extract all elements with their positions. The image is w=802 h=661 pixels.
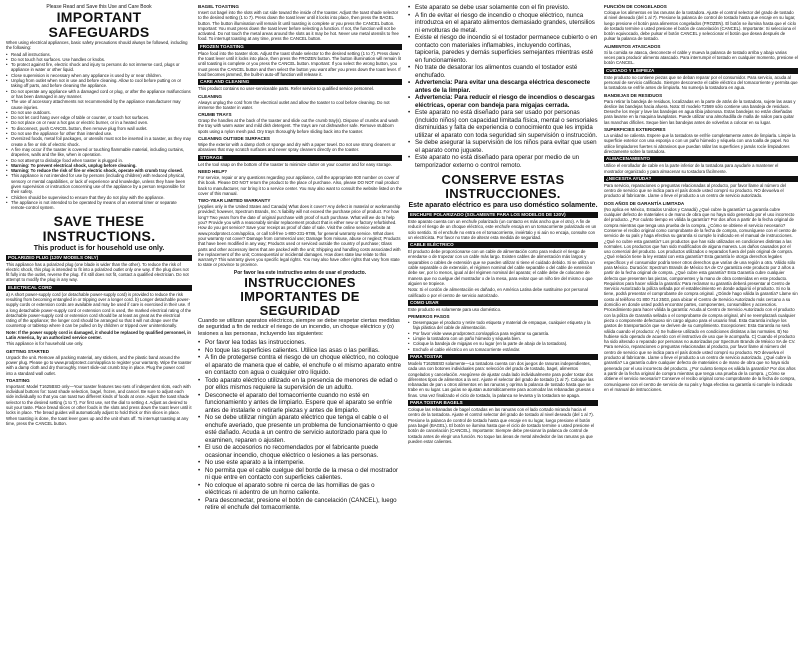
list-item: • Unplug from outlet when not in use and before cleaning. Allow to cool before putting on or taking off parts, and before cleaning the appliance. (6, 78, 192, 89)
section-text: Para servicio, reparaciones o preguntas relacionadas al producto, por favor llame al número del centro de servicio que se indica para el país donde usted compró su producto. NO devuelva el producto al fabricante. Llame o lleve el producto a un centro de servicio autorizado. (604, 182, 787, 199)
list-item: • Este aparato se debe usar solamente con el fin previsto. (408, 4, 598, 12)
safeguards-intro: When using electrical appliances, basic safety precautions should always be followed, including the following: (6, 40, 188, 51)
list-item: • Enchufe el cable eléctrico en un tomacorriente estándar. (408, 347, 598, 352)
spanish-save-subtitle: Este aparato eléctrico es para uso doméstico solamente. (408, 202, 598, 209)
safeguards-title: IMPORTANT SAFEGUARDS (48, 9, 150, 40)
section-heading: NEED HELP? (198, 168, 228, 174)
list-item: • Limpie la tostadora con un paño húmedo y séquela bien. (408, 336, 598, 341)
section-text: Always unplug the cord from the electrical outlet and allow the toaster to cool before cleaning. Do not immerse the toaster in water. (198, 99, 390, 110)
list-item: • Do not use outdoors. (6, 110, 192, 115)
list-item: • Oversized foods, metal foil packages, or utensils must not be inserted in a toaster, as they may create a fire or risk of electric shock. (6, 136, 192, 147)
list-item: • Read all instructions. (6, 52, 192, 57)
spanish-safeguards-title: INSTRUCCIONES IMPORTANTES DE SEGURIDAD (240, 274, 360, 318)
column-spanish-usage (604, 4, 798, 658)
spanish-save-title: CONSERVE ESTAS INSTRUCCIONES. (441, 172, 565, 201)
column-english-usage (198, 4, 402, 658)
section-heading: SUPERFICIES EXTERIORES (604, 127, 666, 133)
section-heading: PARA TOSTAR BAGELS (408, 400, 598, 406)
list-item: • Advertencia: Para reducir el riesgo de incendios o descargas eléctricas, operar con bandeja para migajas cerrada. (408, 94, 598, 109)
section-text: Let the tool snap on the bottom of the toaster to minimize clutter on your counter and for easy storage. (198, 161, 392, 167)
list-item: • This appliance is not intended for use by persons (including children) with reduced physical, sensory or mental capabilities, or lack of experience and knowledge, unless they have been given supervision or instruction concerning use of the appliance by a person responsible for their safety. (6, 173, 192, 194)
list-item: • To protect against fire, electric shock and injury to persons do not immerse cord, plugs or appliance in water or other liquid. (6, 62, 192, 73)
section-heading: CLEANING OUTSIDE SURFACES (198, 136, 270, 142)
list-item: • No coloque el aparato sobre ni cerca de las hornillas de gas o eléctricas ni adentro de un horno caliente. (198, 482, 402, 497)
section-text: This product contains no user-serviceable parts. Refer service to qualified service personnel. (198, 86, 375, 92)
section-heading: ALIMENTOS ATASCADOS (604, 43, 661, 49)
list-item: • No trate de desatorar los alimentos cuando el tostador esté enchufado. (408, 64, 598, 79)
section-heading: GETTING STARTED (6, 348, 50, 354)
list-item: • Este aparato no está diseñado para ser usado por personas (incluido niños) con capacidad limitada física, mental o sensoriales disminuidas y falta de experiencia o conocimiento que les impida utilizar el aparato con toda seguridad sin supervisión o instrucción. (408, 109, 598, 139)
section-heading: POLARIZED PLUG (120V MODELS ONLY) (6, 255, 192, 261)
section-heading: ALMACENAMIENTO (604, 156, 798, 162)
section-heading: PRIMEROS PASOS (408, 314, 450, 320)
save-title: SAVE THESE INSTRUCTIONS. (42, 212, 156, 244)
section-heading: CRUMB TRAYS (198, 112, 232, 118)
section-text: Si la comida se atasca, desconecte el cable y mueva la palanca de tostado arriba y abajo varias veces para producir alimento atascado. Para interrumpir el tostado en cualquier momento, presione el botón CANCEL. (604, 49, 798, 66)
section-text: Place food into the toaster slots. Adjust the toast shade selector to the desired setting (1 to 7). Press down the toast lever until it locks into place, then press the FROZEN button. The button illumination will remain lit until toasting is complete or you press the CANCEL button. Important: If you select the wrong button, you must press the CANCEL button and then select the button you want after you press down the toast lever. If food becomes jammed, the built-in auto-off function will release it. (198, 50, 401, 77)
section-text: For service, repair or any questions regarding your appliance, call the appropriate 800 number on cover of this book. Please DO NOT return the product to the place of purchase. Also, please DO NOT mail product back to manufacturer, nor bring it to a service center. You may also want to consult the website listed on the cover of this manual. (198, 174, 402, 196)
list-item: • Desempaque el producto y retire todo etiqueta y material de empaque, cualquier etiqueta y la faja plástica del cable de alimentación. (408, 320, 598, 331)
section-text: Important: Model T1625BSD only—Your toaster features two sets of independent slots, each with individual buttons for: toast shade selection, bagel, frozen, and cancel. Be sure to adjust each side individually so that you can toast two different kinds of foods at once. Adjust the toast shade selector to the desired setting (1 to 7). For first use, set the dial to setting 4. Adjust as desired to suit your taste. Place bread slices or other foods in the slots and press down the toast lever until it locks in place. The bread guides will automatically adjust to hold thick or thin slices in place. When toasting is done, the toast lever goes up and the unit shuts off. To interrupt toasting at any time, press the CANCEL button. (6, 383, 192, 426)
list-item: • Do not let cord hang over edge of table or counter, or touch hot surfaces. (6, 115, 192, 120)
section-text: Este aparato cuenta con un enchufe polarizado (un contacto es más ancho que el otro). A fin de reducir el riesgo de un choque eléctrico, este enchufe encaja en un tomacorriente polarizado en un solo sentido. Si el enchufe no entra en el tomacorriente, inviértalo y si aún no encaja, consulte con un electricista. Por favor no trate de alterar esta medida de seguridad. (408, 219, 597, 240)
section-heading: CLEANING (198, 93, 222, 99)
section-text: Este producto es solamente para uso doméstico. (408, 306, 502, 312)
list-item: • To disconnect, push CANCEL button, then remove plug from wall outlet. (6, 126, 192, 131)
section-text: a) A short power-supply cord (or detachable power-supply cord) is provided to reduce the risk resulting from becoming entangled in or tripping over a longer cord. b) Longer detachable power-supply cords or extension cords are available and may be used if care is exercised in their use. If a long detachable power-supply cord or extension cord is used, the marked electrical rating of the detachable power-supply cord or extension cord should be at least as great as the electrical rating of the appliance; the longer cord should be arranged so that it will not drape over the countertop or tabletop where it can be pulled on by children or tripped over unintentionally. (6, 291, 192, 329)
list-item: • The appliance is not intended to be operated by means of an external timer or separate remote-control system. (6, 200, 192, 211)
list-item: • Todo aparato eléctrico utilizado en la presencia de menores de edad o por ellos mismos requiere la supervisión de un adulto. (198, 377, 402, 392)
section-heading: CABLE ELÉCTRICO (408, 242, 598, 248)
section-heading: PARA TOSTAR (408, 354, 598, 360)
list-item: • Close supervision is necessary when any appliance is used by or near children. (6, 73, 192, 78)
section-text: (No aplica en México, Estados Unidos y Canadá) ¿Qué cubre la garantía? La garantía cubre cualquier defecto de materiales o de mano de obra que no haya sido generado por el uso incorrecto del producto. ¿Por cuánto tiempo es válida la garantía? Por dos años a partir de la fecha original de compra mientras que tenga una prueba de la compra. ¿Cómo se obtiene el servicio necesario? Conserve el recibo original como comprobante de la fecha de compra, comuníquese con el centro de servicio de su país y haga efectiva su garantía si cumple lo indicado en el manual de instrucciones. ¿Qué no cubre esta garantía? Los productos que han sido utilizados en condiciones distintas a las normales. Los productos que han sido modificados de alguna manera. Los daños causados por el uso comercial del producto. Los productos utilizados o reparados fuera del país original de compra. ¿Qué relación tiene la ley estatal con esta garantía? Esta garantía le otorga derechos legales específicos y el consumidor podría tener otros derechos que varían de una región a otra. Válido sólo para México. Duración: Spectrum Brands de México SA de CV garantiza este producto por 2 años a partir de la fecha original de compra. ¿Qué cubre esta garantía? Esta Garantía cubre cualquier defecto que presenten las piezas, componentes y la mano de obra contenidas en este producto. Requisitos para hacer válida la garantía: Para reclamar su garantía deberá presentar al Centro de Servicio Autorizado la póliza sellada por el establecimiento en donde adquirió el producto. Si no la tiene, podrá presentar el comprobante de compra original. ¿Dónde hago válida la garantía? Llame sin costo al teléfono 01 800 714 2503, para ubicar el Centro de Servicio Autorizado más cercano a su domicilio en donde usted podrá encontrar partes, componentes, consumibles y accesorios. Procedimiento para hacer válida la garantía: Acuda al Centro de Servicio Autorizado con el producto con la póliza de Garantía sellada o el comprobante de compra original, ahí se reemplazará cualquier pieza o componente defectuoso sin cargo alguno para el usuario final. Esta Garantía incluye los gastos de transportación que se deriven de su cumplimiento. Excepciones: Esta Garantía no será válida cuando el producto: A) Se hubiese utilizado en condiciones distintas a las normales. B) No hubiese sido operado de acuerdo con el instructivo de uso que le acompaña. C) Cuando el producto ha sido alterado o reparado por personas no autorizadas por Spectrum Brands de México SA de CV. Para servicio, reparaciones o preguntas relacionadas al producto, por favor llame al número del centro de servicio que se indica para el país donde usted compró su producto. NO devuelva el producto al fabricante. Llame o lleve el producto a un centro de servicio autorizado. ¿Qué cubre la garantía? La garantía cubre cualquier defecto de materiales o de mano de obra que no haya sido generado por el uso incorrecto del producto. ¿Por cuánto tiempo es válida la garantía? Por dos años a partir de la fecha original de compra mientras que tenga una prueba de la compra. ¿Cómo se obtiene el servicio necesario? Conserve el recibo original como comprobante de la fecha de compra, comuníquese con el centro de servicio de su país y haga efectiva su garantía si cumple lo indicado en el manual de instrucciones. (604, 206, 798, 392)
list-item: • Desconecte el aparato del tomacorriente cuando no esté en funcionamiento y antes de limpiarlo. Espere que el aparato se enfríe antes de instalarle o retirarle piezas y antes de limpiarlo. (198, 392, 402, 415)
list-item: • Se debe asegurar la supervisión de los niños para evitar que usen el aparato como juguete. (408, 139, 598, 154)
list-item: • A fin de evitar el riesgo de incendio o choque eléctrico, nunca introduzca en el aparato alimentos demasiado grandes, utensilios ni envolturas de metal. (408, 12, 598, 35)
section-heading: BAGEL TOASTING (198, 4, 239, 9)
list-item: • Por favor visite www.prodprotect.com/applica para registrar su garantía. (408, 331, 598, 336)
list-item: • Este aparato no está diseñado para operar por medio de un temporizador externo o control remoto. (408, 154, 598, 169)
section-heading: STORAGE (198, 155, 402, 161)
section-text: La unidad se calienta. Espere que la tostadora se enfríe completamente antes de limpiarla. Limpie la superficie exterior con una esponja o con un paño húmedo y séquela con una toalla de papel. No utilice limpiadores fuertes ni abrasivos que puedan rallar las superficies y jamás rocíe limpiadores directamente sobre la tostadora. (604, 133, 796, 154)
column-english-safeguards (6, 4, 192, 658)
section-heading: CUIDADO Y LIMPIEZA (604, 68, 798, 74)
list-item: • Children should be supervised to ensure that they do not play with the appliance. (6, 195, 192, 200)
section-text: Utilice el enrollador de cable en la parte inferior de la tostadora para ayudarle a mantener el mostrador organizado y para almacenar su tostadora fácilmente. (604, 163, 779, 174)
list-item: • Para desconectar, presione el botón de cancelación (CANCEL), luego retire el enchufe del tomacorriente. (198, 497, 402, 512)
list-item: • A fire may occur if the toaster is covered or touching flammable material, including curtains, draperies, walls and the like, when in operation. (6, 147, 192, 158)
section-heading: FROZEN TOASTING (198, 44, 402, 50)
list-item: • The use of accessory attachments not recommended by the appliance manufacturer may cause injuries. (6, 99, 192, 110)
section-heading: ENCHUFE POLARIZADO (SOLAMENTE PARA LOS MODELOS DE 120V) (408, 212, 598, 218)
section-heading: BANDEJAS DE RESIDUOS (604, 92, 663, 98)
section-text: El producto debe proporcionarse con un cable de alimentación corto para reducir el riesgo de enredarse o de tropezar con un cable más largo. Existen cables de alimentación más largos y separables o cables de extensión que se pueden utilizar si tiene el cuidado debido. Si se utiliza un cable separable o de extensión, el régimen nominal del cable separable o del cable de extensión debe ser, por lo menos, igual al del régimen nominal del aparato; el cable debe de colocarse de manera que no cuelgue del mostrador o de la mesa, para evitar que un niño tire del mismo o que alguien se tropiece. (408, 249, 595, 286)
section-heading: TWO-YEAR LIMITED WARRANTY (198, 198, 271, 204)
list-item: • A fin de protegerse contra el riesgo de un choque eléctrico, no coloque el aparato de manera que el cable, el enchufe o el mismo aparato entre en contacto con agua o cualquier otro líquido. (198, 354, 402, 377)
section-text: Modelo T1625BSD solamente—La tostadora cuenta con dos juegos de ranuras independientes, cada una con botones individuales para: selección del grado de tostado, bagel, alimentos congelados y cancelación. Asegúrese de ajustar cada lado individualmente para poder tostar dos diferentes tipos de alimentos a la vez. Ajuste el selector del grado de tostado (1 al 7). Coloque las rebanadas de pan u otros alimentos en las ranuras y oprima la palanca de tostado hasta que se trabe en su lugar. Las guías se ajustan automáticamente para acomodar las rebanadas gruesas o finas. Una vez finalizado el ciclo de tostado, la palanca se levanta y la tostadora se apaga. (408, 360, 595, 398)
section-text: Para retirar la bandeja de residuos, localizadas en la parte de atrás de la tostadora, sujete las asas y deslice las bandejas hacia afuera. Nota: El modelo T2569 sólo contiene una bandeja de residuos. Deseche los mejor y lave las bandejas en agua tibia jabonosa. Estas bandejas no están diseñadas para lavarse en la maquina lavaplatos. Puede utilizar una almohadilla de malla de nailon para quitar las manchas difíciles. Seque bien las bandejas antes de volverlas a colocar en su lugar. (604, 98, 796, 125)
section-note: Nota: Si el cordón de alimentación es dañado, en América Latina debe sustituirse por personal calificado o por el centro de servicio autorizado. (408, 287, 588, 298)
section-text: Este producto no contiene piezas que se deban reparar por el consumidor. Para servicio, acuda al personal de servicio calificado. Siempre desconecte el cable eléctrico del tomacorriente y permita que la tostadora se enfríe antes de limpiarla. No sumerja la tostadora en agua. (604, 74, 798, 91)
spanish-safeguards-list (198, 339, 402, 512)
list-item: • Coloque la bandeja de migajas en su lugar (en la parte de abajo de la tostadora). (408, 341, 598, 346)
list-item: • Warning: To reduce the risk of fire or electric shock, operate with crumb tray closed. (6, 168, 192, 173)
list-item: • Por favor lea todas las instrucciones. (198, 339, 402, 347)
section-heading: DOS AÑOS DE GARANTÍA LIMITADA (604, 200, 685, 206)
list-item: • Do not use the appliance for other than intended use. (6, 131, 192, 136)
spanish-safeguards-continued (408, 4, 598, 169)
section-heading: CARE AND CLEANING (198, 79, 402, 85)
section-heading: ¿NECESITA AYUDA? (604, 176, 798, 182)
spanish-intro: Cuando se utilizan aparatos eléctricos, siempre se debe respetar ciertas medidas de seguridad a fin de reducir el riesgo de un incendio, un choque eléctrico y (o) lesiones a las personas, incluyendo las siguientes: (198, 317, 400, 338)
section-text: Coloque las rebanadas de bagel cortadas en las ranuras con el lado cortado mirando hacia el centro de la tostadora. Ajuste el control selector del grado de tostado al nivel deseado (del 1 al 7). Presione la palanca de control de tostado hasta que encaje en su lugar, luego presione el botón para bagel (BAGEL). El botón se ilumina hasta que el ciclo de tostado termine o usted presione el botón de cancelación (CANCEL). Importante: Siempre debe presionar la palanca de control de tostado antes de elegir una función. No toque las áreas de metal alrededor de las ranuras ya que pueden estar calientes. (408, 407, 595, 444)
first-steps-list (408, 320, 598, 352)
section-note: Note: If the power supply cord is damaged, it should be replaced by qualified personnel, in Latin America, by an authorized service center. (6, 329, 192, 341)
section-text: (Applies only in the United States and Canada) What does it cover? Any defect in material or workmanship provided; however, Spectrum Brands, Inc.'s liability will not exceed the purchase price of product. For how long? Two years from the date of original purchase with proof of such purchase. What will we do to help you? Provide you with a reasonably similar replacement product that is either new or factory refurbished. How do you get service? Save your receipt as proof of date of sale. Visit the online service website at www.prodprotect.com/applica, or call toll-free 1-800-231-9786, for general warranty service. What does your warranty not cover? Damage from commercial use; Damage from misuse, abuse or neglect; Products that have been modified in any way; Products used or serviced outside the country of purchase; Glass parts and other accessory items that are packed with the unit; Shipping and handling costs associated with the replacement of the unit; Consequential or incidental damages. How does state law relate to this warranty? This warranty gives you specific legal rights. You may also have other rights that vary from state to state or province to province. (198, 204, 401, 268)
list-item: • Do not touch hot surfaces. Use handles or knobs. (6, 57, 192, 62)
safeguards-list (6, 52, 192, 211)
section-heading: TOASTING (6, 377, 30, 383)
list-item: • No toque las superficies calientes. Utilice las asas o las perillas. (198, 347, 402, 355)
list-item: • El uso de accesorios no recomendados por el fabricante puede ocasionar incendio, choque eléctrico o lesiones a las personas. (198, 444, 402, 459)
section-heading: FUNCIÓN DE CONGELADOS (604, 4, 667, 9)
list-item: • No use este aparato a la intemperie. (198, 459, 402, 467)
section-text: Grasp the handles at the back of the toaster and slide out the crumb tray(s). Dispose of crumbs and wash the tray with warm water and mild dish detergent. The trays are not dishwasher safe. Remove stubborn spots using a nylon mesh pad. Dry trays thoroughly before sliding back into the toaster. (198, 118, 399, 134)
list-item: • Existe el riesgo de incendio si el tostador permanece cubierto o en contacto con materiales inflamables, incluyendo cortinas, tapicería, paredes y demás superficies semejantes mientras esté en funcionamiento. (408, 34, 598, 64)
section-text: This appliance has a polarized plug (one blade is wider than the other). To reduce the risk of electric shock, this plug is intended to fit into a polarized outlet only one way. If the plug does not fit fully into the outlet, reverse the plug. If it still does not fit, contact a qualified electrician. Do not attempt to modify the plug in any way. (6, 261, 189, 283)
section-heading: ELECTRICAL CORD (6, 285, 192, 291)
section-text: Wipe the exterior with a damp cloth or sponge and dry with a paper towel. Do not use strong cleaners or abrasives that may scratch surfaces and never spray cleaners directly on the toaster. (198, 142, 396, 153)
spanish-kicker: Por favor lea este instructivo antes de usar el producto. (233, 269, 367, 276)
section-text: Coloque los alimentos en las ranuras de la tostadora. Ajuste el control selector del grado de tostado al nivel deseado (del 1 al 7). Presione la palanca de control de tostado hasta que encaje en su lugar, luego presione el botón para alimentos congelados (FROZEN). El botón se ilumina hasta que el ciclo de tostado termine o usted presione el botón de cancelación (CANCEL). Importante: Si selecciona el botón equivocado, debe pulsar el botón CANCEL y seleccionar el botón que desea después de pulsar la palanca de tostado. (604, 10, 797, 42)
list-item: • Do not place on or near a hot gas or electric burner, or in a heated oven. (6, 120, 192, 125)
section-text: Unpack the unit. Remove all packing material, any stickers, and the plastic band around the power plug. Please go to www.prodprotect.com/applica to register your warranty. Wipe the toaster with a damp cloth and dry thoroughly. Insert slide-out crumb tray in place. Plug the power cord into a standard wall outlet. (6, 354, 192, 376)
column-spanish-safeguards (408, 4, 598, 658)
list-item: • Do not operate any appliance with a damaged cord or plug, or after the appliance malfunctions or has been damaged in any manner. (6, 89, 192, 100)
section-text: Insert cut bagel into the slots with cut side toward the inside of the toaster. Adjust the toast shade selector to the desired setting (1 to 7). Press down the toast lever until it locks into place, then press the BAGEL button. The button illumination will remain lit until toasting is complete or you press the CANCEL button. Important: You must press down the toast lever before selecting a function. If not, the function will not be activated. Do not touch the metal areas around the slots as it may be hot. Never use metal utensils to free food. To interrupt toasting at any time, press the CANCEL button. (198, 10, 399, 42)
list-item: • Warning: To prevent electrical shock, unplug before cleaning. (6, 163, 192, 168)
list-item: • Do not attempt to dislodge food when toaster is plugged in. (6, 158, 192, 163)
list-item: • No se debe utilizar ningún aparato eléctrico que tenga el cable o el enchufe averiado, que presente un problema de funcionamiento o que esté dañado. Acuda a un centro de servicio autorizado para que lo examinen, reparen o ajusten. (198, 414, 402, 444)
section-note: This appliance is for household use only. (6, 341, 84, 347)
kicker: Please Read and Save this Use and Care Book (46, 4, 152, 10)
list-item: • No permita que el cable cuelgue del borde de la mesa o del mostrador ni que entre en contacto con superficies calientes. (198, 467, 402, 482)
section-heading: COMO USAR (408, 300, 598, 306)
list-item: • Advertencia: Para evitar una descarga eléctrica desconecte antes de la limpiar. (408, 79, 598, 94)
save-subtitle: This product is for household use only. (33, 244, 165, 252)
